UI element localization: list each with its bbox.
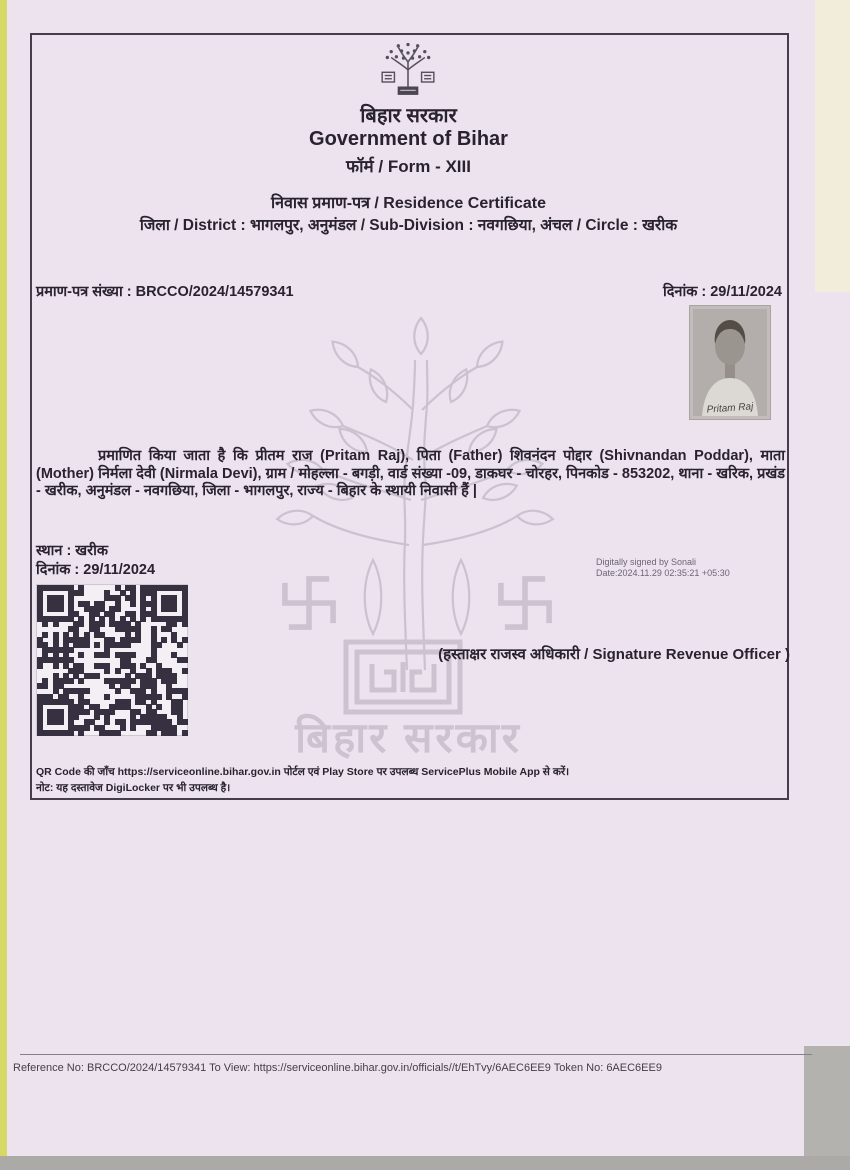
issue-place: स्थान : खरीक [36, 543, 108, 559]
district-subdivision-circle-line: जिला / District : भागलपुर, अनुमंडल / Sub-Division : नवगछिया, अंचल / Circle : खरीक [139, 217, 678, 234]
certificate-date: दिनांक : 29/11/2024 [662, 284, 782, 300]
digital-signature-line2: Date:2024.11.29 02:35:21 +05:30 [596, 568, 730, 578]
government-watermark-text: बिहार सरकार [295, 714, 522, 761]
issue-date: दिनांक : 29/11/2024 [36, 562, 156, 578]
qr-note-block [36, 764, 766, 796]
footer-reference-line: Reference No: BRCCO/2024/14579341 To View: https://serviceonline.bihar.gov.in/officials//t/EhTvy/6AEC6EE9 Token No: 6AEC6EE9 [13, 1062, 662, 1074]
revenue-officer-signature-line: (हस्ताक्षर राजस्व अधिकारी / Signature Revenue Officer ) [438, 646, 790, 663]
scan-edge-bottom [0, 1156, 850, 1170]
government-title-english: Government of Bihar [309, 128, 508, 150]
digital-signature-note [596, 557, 730, 579]
certificate-title: निवास प्रमाण-पत्र / Residence Certificate [270, 195, 547, 212]
certificate-number: प्रमाण-पत्र संख्या : BRCCO/2024/14579341 [36, 284, 294, 300]
qr-code [37, 585, 187, 735]
qr-note-line2: नोट: यह दस्तावेज DigiLocker पर भी उपलब्ध है। [36, 782, 231, 794]
scan-edge-top-right [815, 0, 850, 292]
certificate-body-paragraph: प्रमाणित किया जाता है कि प्रीतम राज (Pritam Raj), पिता (Father) शिवनंदन पोद्दार (Shivnandan Poddar), माता (Mother) निर्मला देवी (Nirmala Devi), ग्राम / मोहल्ला - बगड़ी, वार्ड संख्या -09, डाकघर - चोरहर, पिनकोड - 853202, थाना - खरिक, प्रखंड - खरीक, अनुमंडल - नवगछिया, जिला - भागलपुर, राज्य - बिहार के स्थायी निवासी हैं | [36, 448, 785, 499]
footer-divider [20, 1054, 812, 1055]
digital-signature-line1: Digitally signed by Sonali [596, 557, 697, 567]
qr-note-line1: QR Code की जाँच https://serviceonline.bihar.gov.in पोर्टल एवं Play Store पर उपलब्ध ServicePlus Mobile App से करें। [36, 766, 570, 778]
scan-edge-bottom-right [804, 1046, 850, 1170]
bihar-emblem-icon [364, 40, 452, 102]
government-title-hindi: बिहार सरकार [360, 105, 457, 127]
photo-signature: Pritam Raj [706, 401, 754, 416]
applicant-photo [690, 306, 770, 419]
scan-edge-left [0, 0, 7, 1170]
form-number-line: फॉर्म / Form - XIII [346, 157, 471, 176]
